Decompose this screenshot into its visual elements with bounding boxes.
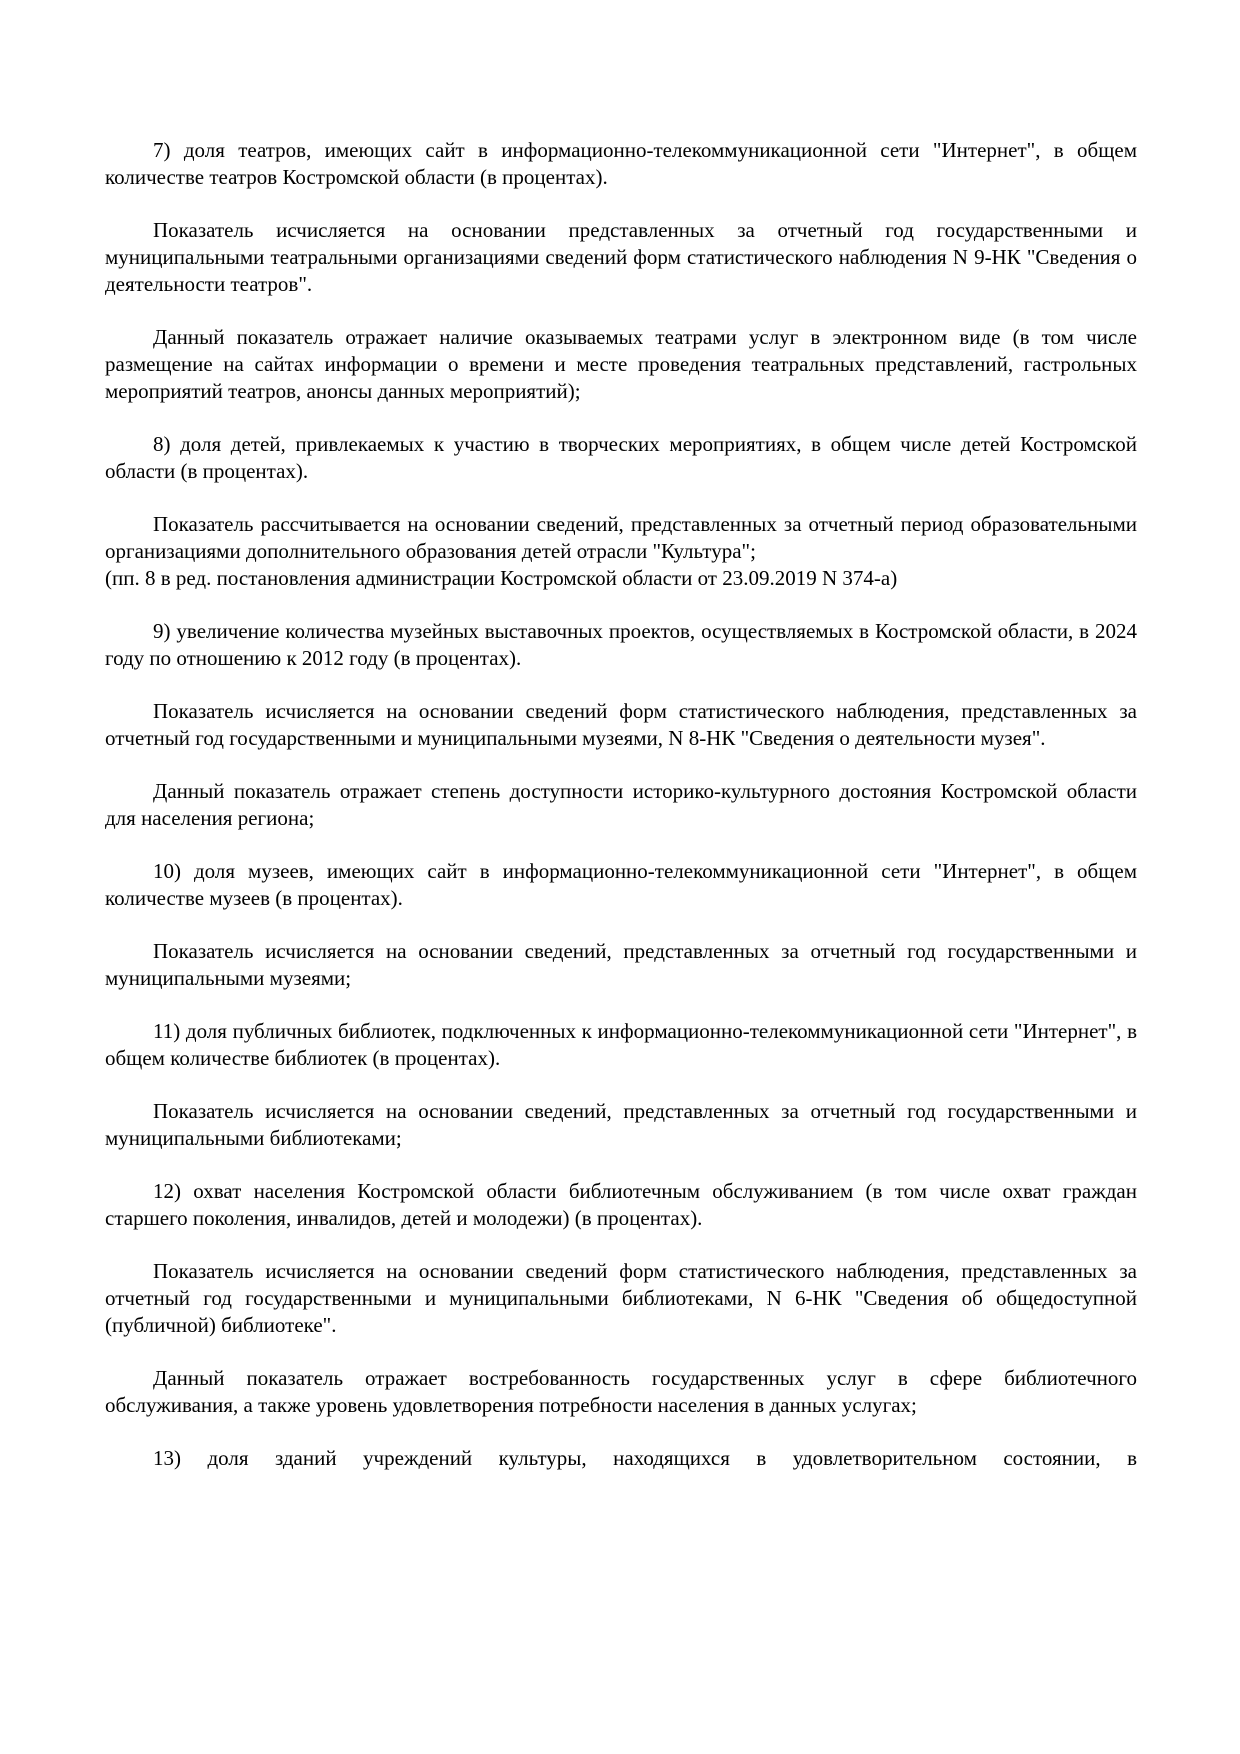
paragraph-indicator-11a: Показатель исчисляется на основании сведений, представленных за отчетный год государственными и муниципальными библиотеками; <box>105 1099 1137 1150</box>
paragraph-item-12: 12) охват населения Костромской области библиотечным обслуживанием (в том числе охват граждан старшего поколения, инвалидов, детей и молодежи) (в процентах). <box>105 1179 1137 1230</box>
paragraph-indicator-9b: Данный показатель отражает степень доступности историко-культурного достояния Костромской области для населения региона; <box>105 779 1137 830</box>
paragraph-indicator-12b: Данный показатель отражает востребованность государственных услуг в сфере библиотечного обслуживания, а также уровень удовлетворения потребности населения в данных услугах; <box>105 1366 1137 1417</box>
paragraph-item-9: 9) увеличение количества музейных выставочных проектов, осуществляемых в Костромской области, в 2024 году по отношению к 2012 году (в процентах). <box>105 619 1137 670</box>
amendment-note-item-8: (пп. 8 в ред. постановления администрации Костромской области от 23.09.2019 N 374-а) <box>105 566 898 590</box>
paragraph-item-11: 11) доля публичных библиотек, подключенных к информационно-телекоммуникационной сети "Интернет", в общем количестве библиотек (в процентах). <box>105 1019 1137 1070</box>
paragraph-indicator-9a: Показатель исчисляется на основании сведений форм статистического наблюдения, представленных за отчетный год государственными и муниципальными музеями, N 8-НК "Сведения о деятельности музея". <box>105 699 1137 750</box>
paragraph-indicator-8a: Показатель рассчитывается на основании сведений, представленных за отчетный период образовательными организациями дополнительного образования детей отрасли "Культура"; <box>105 512 1137 563</box>
paragraph-indicator-10a: Показатель исчисляется на основании сведений, представленных за отчетный год государственными и муниципальными музеями; <box>105 939 1137 990</box>
paragraph-indicator-7a: Показатель исчисляется на основании представленных за отчетный год государственными и муниципальными театральными организациями сведений форм статистического наблюдения N 9-НК "Сведения о деятельности театров". <box>105 218 1137 296</box>
paragraph-item-13: 13) доля зданий учреждений культуры, находящихся в удовлетворительном состоянии, в <box>153 1446 1137 1470</box>
paragraph-item-8: 8) доля детей, привлекаемых к участию в творческих мероприятиях, в общем числе детей Костромской области (в процентах). <box>105 432 1137 483</box>
paragraph-item-10: 10) доля музеев, имеющих сайт в информационно-телекоммуникационной сети "Интернет", в общем количестве музеев (в процентах). <box>105 859 1137 910</box>
paragraph-item-7: 7) доля театров, имеющих сайт в информационно-телекоммуникационной сети "Интернет", в общем количестве театров Костромской области (в процентах). <box>105 138 1137 189</box>
paragraph-indicator-12a: Показатель исчисляется на основании сведений форм статистического наблюдения, представленных за отчетный год государственными и муниципальными библиотеками, N 6-НК "Сведения об общедоступной (публичной) библиотеке". <box>105 1259 1137 1337</box>
paragraph-indicator-7b: Данный показатель отражает наличие оказываемых театрами услуг в электронном виде (в том числе размещение на сайтах информации о времени и месте проведения театральных представлений, гастрольных мероприятий театров, анонсы данных мероприятий); <box>105 325 1137 403</box>
